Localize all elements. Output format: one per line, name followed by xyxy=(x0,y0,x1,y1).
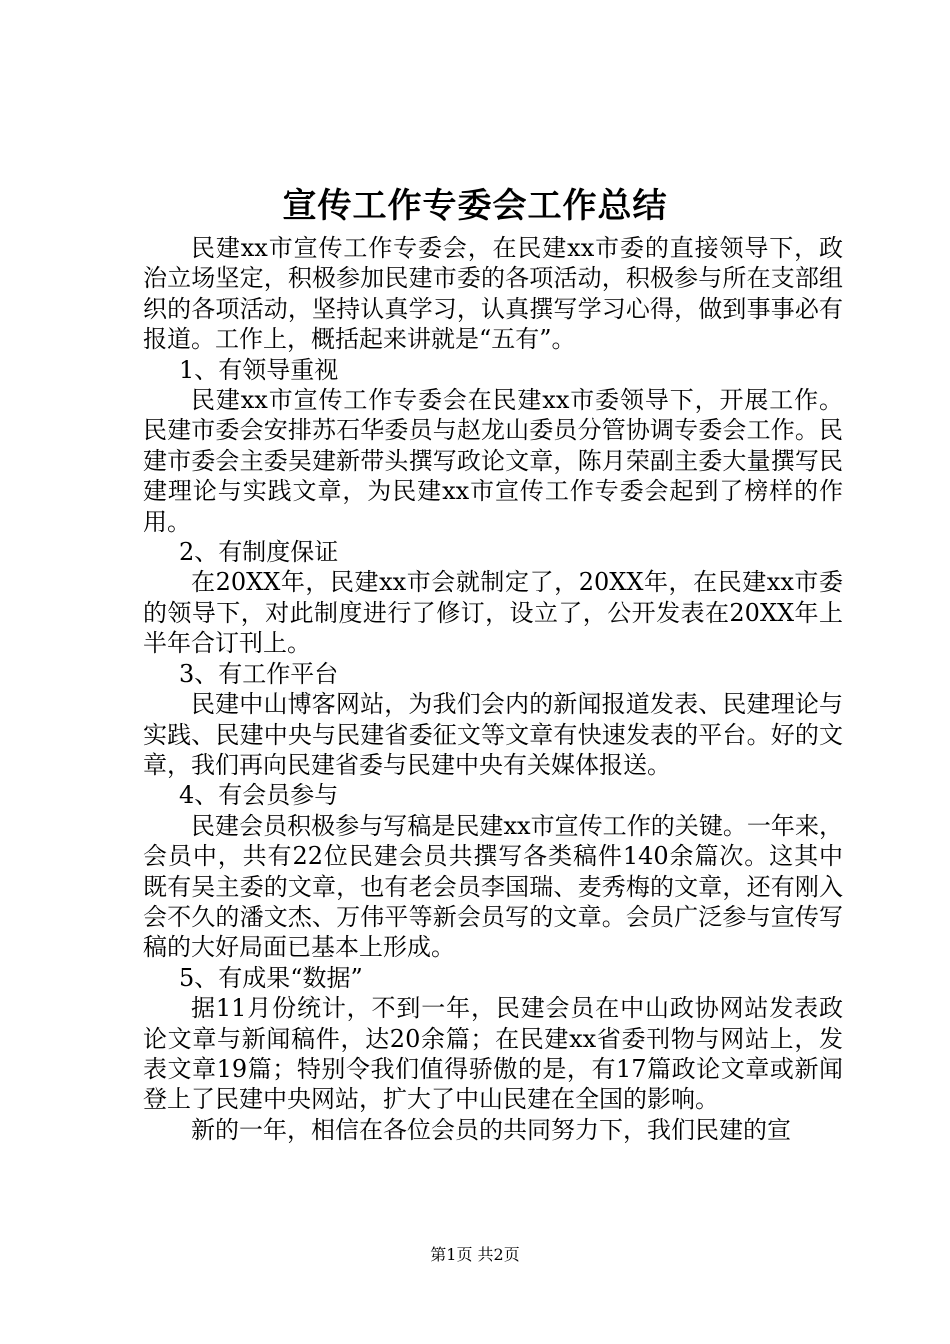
paragraph-section-3: 民建中山博客网站，为我们会内的新闻报道发表、民建理论与实践、民建中央与民建省委征文等文章有快速发表的平台。好的文章，我们再向民建省委与民建中央有关媒体报送。 xyxy=(143,690,843,779)
document-title: 宣传工作专委会工作总结 xyxy=(282,186,668,226)
paragraph-closing: 新的一年，相信在各位会员的共同努力下，我们民建的宣 xyxy=(191,1115,791,1144)
paragraph-intro: 民建xx市宣传工作专委会，在民建xx市委的直接领导下，政治立场坚定，积极参加民建市委的各项活动，积极参与所在支部组织的各项活动，坚持认真学习，认真撰写学习心得，做到事事必有报道。工作上，概括起来讲就是“五有”。 xyxy=(143,234,843,354)
section-heading-1: 1、有领导重视 xyxy=(179,355,339,384)
document-body xyxy=(143,233,843,1145)
section-heading-5: 5、有成果“数据” xyxy=(179,963,363,992)
paragraph-section-5: 据11月份统计，不到一年，民建会员在中山政协网站发表政论文章与新闻稿件，达20余篇；在民建xx省委刊物与网站上，发表文章19篇；特别令我们值得骄傲的是，有17篇政论文章或新闻登上了民建中央网站，扩大了中山民建在全国的影响。 xyxy=(143,994,843,1114)
paragraph-section-2: 在20XX年，民建xx市会就制定了，20XX年，在民建xx市委的领导下，对此制度进行了修订，设立了，公开发表在20XX年上半年合订刊上。 xyxy=(143,568,843,658)
page-indicator: 第1页 共2页 xyxy=(430,1245,520,1264)
paragraph-section-4: 民建会员积极参与写稿是民建xx市宣传工作的关键。一年来，会员中，共有22位民建会员共撰写各类稿件140余篇次。这其中既有吴主委的文章，也有老会员李国瑞、麦秀梅的文章，还有刚入会不久的潘文杰、万伟平等新会员写的文章。会员广泛参与宣传写稿的大好局面已基本上形成。 xyxy=(143,811,843,962)
section-heading-4: 4、有会员参与 xyxy=(179,781,339,810)
section-heading-2: 2、有制度保证 xyxy=(179,538,339,567)
paragraph-section-1: 民建xx市宣传工作专委会在民建xx市委领导下，开展工作。民建市委会安排苏石华委员与赵龙山委员分管协调专委会工作。民建市委会主委吴建新带头撰写政论文章，陈月荣副主委大量撰写民建理论与实践文章，为民建xx市宣传工作专委会起到了榜样的作用。 xyxy=(143,386,843,536)
section-heading-3: 3、有工作平台 xyxy=(179,659,339,688)
